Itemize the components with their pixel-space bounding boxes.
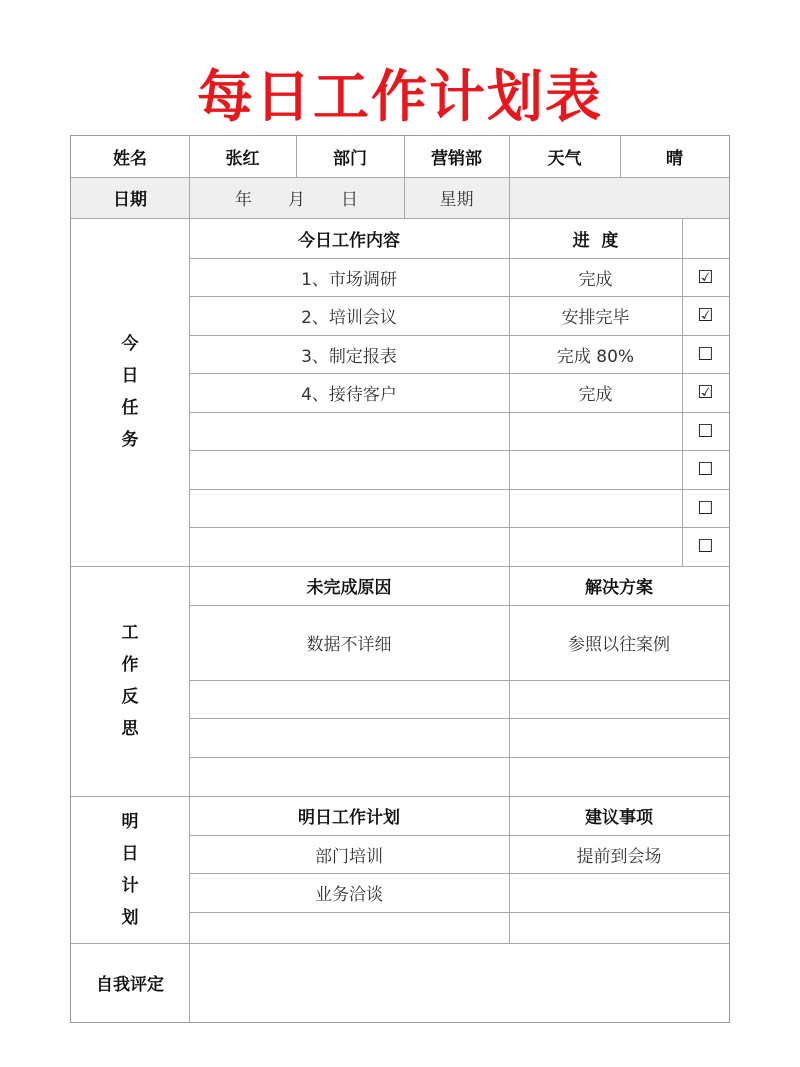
task-content[interactable] xyxy=(189,412,509,450)
checkbox-icon[interactable]: ☑ xyxy=(697,382,714,403)
name-value[interactable]: 张红 xyxy=(225,149,260,169)
checkbox-icon[interactable]: ☐ xyxy=(697,497,714,519)
plan-blank[interactable] xyxy=(189,912,509,943)
grid-line xyxy=(189,489,729,490)
reason-blank[interactable] xyxy=(189,757,509,796)
grid-line xyxy=(189,258,729,259)
plan-section-label: 明 日 计 划 xyxy=(121,811,139,928)
reason-value[interactable]: 数据不详细 xyxy=(306,635,392,655)
date-year: 年 xyxy=(235,190,252,210)
grid-line xyxy=(189,450,729,451)
grid-line xyxy=(71,943,729,944)
solution-blank[interactable] xyxy=(509,680,729,718)
self-eval-label: 自我评定 xyxy=(96,975,164,995)
task-progress[interactable]: 完成 xyxy=(578,269,613,290)
solution-blank[interactable] xyxy=(509,757,729,796)
weekday-label: 星期 xyxy=(439,190,474,210)
task-progress[interactable] xyxy=(509,489,682,527)
plan-item[interactable]: 部门培训 xyxy=(315,846,383,867)
grid-line xyxy=(189,136,190,1022)
date-month: 月 xyxy=(288,190,305,210)
task-content[interactable] xyxy=(189,489,509,527)
checkbox-icon[interactable]: ☑ xyxy=(697,305,714,326)
date-day: 日 xyxy=(341,190,358,210)
suggestion-item[interactable]: 提前到会场 xyxy=(576,846,662,867)
task-content[interactable]: 4、接待客户 xyxy=(301,385,397,405)
task-content[interactable] xyxy=(189,450,509,489)
checkbox-icon[interactable]: ☐ xyxy=(697,420,714,442)
grid-line xyxy=(189,757,729,758)
reason-blank[interactable] xyxy=(189,718,509,757)
grid-line xyxy=(189,912,729,913)
plan-table xyxy=(70,135,730,1023)
tasks-content-header: 今日工作内容 xyxy=(298,230,400,251)
task-progress[interactable] xyxy=(509,450,682,489)
grid-line xyxy=(509,136,510,943)
self-eval-field[interactable] xyxy=(189,943,729,1022)
grid-line xyxy=(189,335,729,336)
name-label: 姓名 xyxy=(113,149,147,169)
task-content[interactable]: 1、市场调研 xyxy=(301,269,397,290)
suggestion-header: 建议事项 xyxy=(585,808,653,828)
reason-header: 未完成原因 xyxy=(306,578,392,598)
task-progress[interactable]: 完成 xyxy=(578,385,613,405)
dept-label: 部门 xyxy=(333,149,367,169)
tasks-section-label: 今 日 任 务 xyxy=(121,334,139,450)
weather-value[interactable]: 晴 xyxy=(666,149,683,169)
date-label: 日期 xyxy=(113,190,147,210)
suggestion-blank[interactable] xyxy=(509,873,729,912)
grid-line xyxy=(189,527,729,528)
plan-item[interactable]: 业务洽谈 xyxy=(315,885,383,905)
task-content[interactable]: 3、制定报表 xyxy=(301,346,397,367)
grid-line xyxy=(189,373,729,374)
checkbox-icon[interactable]: ☐ xyxy=(697,536,714,557)
grid-line xyxy=(620,136,621,177)
grid-line xyxy=(189,412,729,413)
solution-header: 解决方案 xyxy=(585,578,653,598)
task-progress[interactable]: 完成 80% xyxy=(556,346,635,367)
task-progress[interactable] xyxy=(509,527,682,566)
grid-line xyxy=(189,680,729,681)
task-content[interactable]: 2、培训会议 xyxy=(301,308,397,328)
tasks-progress-header: 进 度 xyxy=(572,230,619,251)
grid-line xyxy=(189,873,729,874)
solution-blank[interactable] xyxy=(509,718,729,757)
grid-line xyxy=(189,605,729,606)
grid-line xyxy=(71,218,729,219)
grid-line xyxy=(189,835,729,836)
suggestion-blank[interactable] xyxy=(509,912,729,943)
task-progress[interactable] xyxy=(509,412,682,450)
grid-line xyxy=(404,136,405,218)
checkbox-icon[interactable]: ☐ xyxy=(697,459,714,480)
reason-blank[interactable] xyxy=(189,680,509,718)
checkbox-icon[interactable]: ☐ xyxy=(697,343,714,365)
grid-line xyxy=(682,218,683,566)
solution-value[interactable]: 参照以往案例 xyxy=(568,635,670,655)
task-progress[interactable]: 安排完毕 xyxy=(561,308,630,328)
checkbox-icon[interactable]: ☑ xyxy=(697,266,714,288)
grid-line xyxy=(189,296,729,297)
grid-line xyxy=(189,718,729,719)
reflection-section-label: 工 作 反 思 xyxy=(121,623,139,739)
task-content[interactable] xyxy=(189,527,509,566)
weather-label: 天气 xyxy=(547,149,582,169)
dept-value[interactable]: 营销部 xyxy=(431,149,482,169)
grid-line xyxy=(296,136,297,177)
grid-line xyxy=(71,566,729,567)
weekday-field[interactable] xyxy=(509,177,729,218)
date-field[interactable] xyxy=(189,177,404,218)
grid-line xyxy=(71,796,729,797)
plan-header: 明日工作计划 xyxy=(298,808,400,828)
page-title: 每日工作计划表 xyxy=(197,65,603,130)
grid-line xyxy=(71,177,729,178)
